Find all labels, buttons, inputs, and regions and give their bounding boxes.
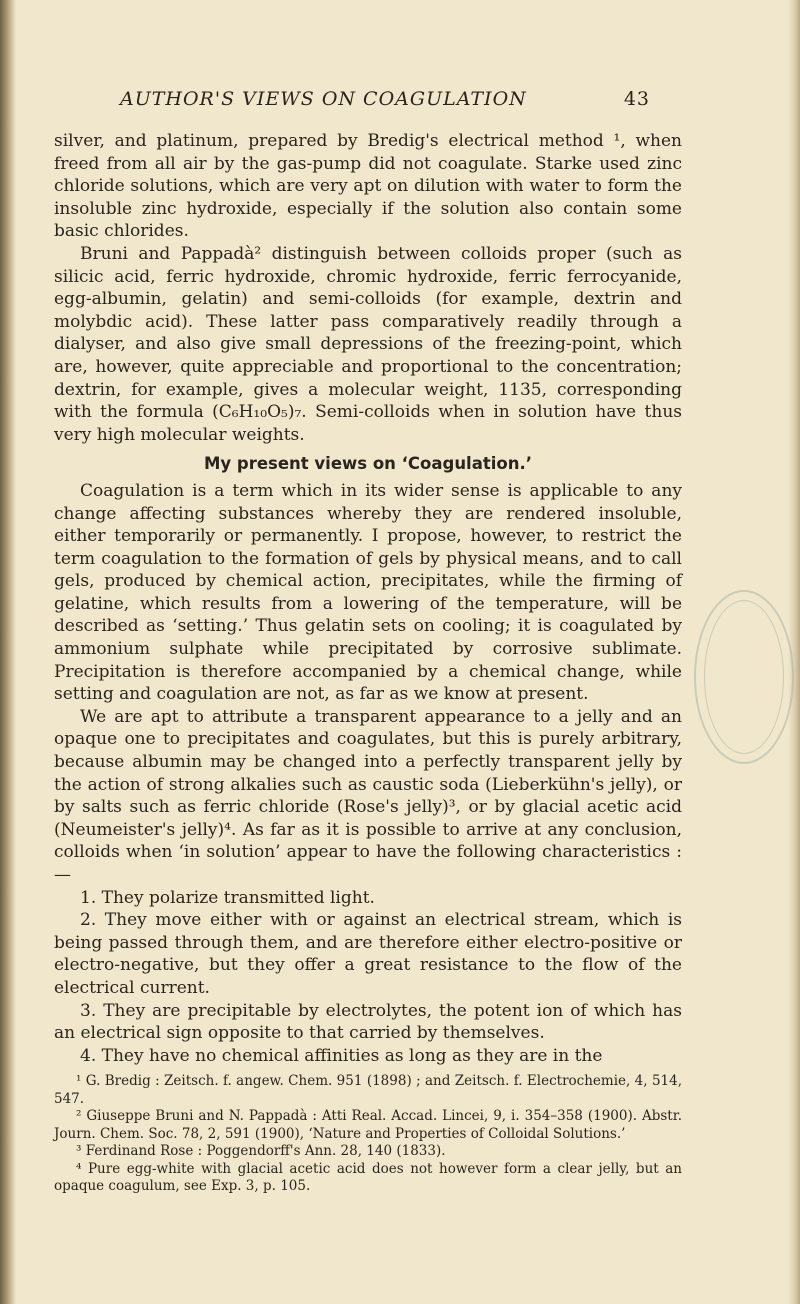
- list-item: 1. They polarize transmitted light.: [80, 887, 375, 908]
- library-stamp-inner-ring: [704, 600, 784, 754]
- paragraph: We are apt to attribute a transparent appearance to a jelly and an opaque one to precipitates and coagulates, but this is purely arbitrary, because albumin may be changed into a perfectly transparent jelly by the action of strong alkalies such as caustic soda (Lieberkühn's jelly), or by salts such as ferric chloride (Rose's jelly)³, or by glacial acetic acid (Neumeister's jelly)⁴. As far as it is possible to arrive at any conclusion, colloids when ‘in solution’ appear to have the following characteristics :—: [54, 706, 682, 885]
- section-heading: My present views on ‘Coagulation.’: [203, 454, 533, 474]
- footnotes: [54, 1073, 682, 1196]
- list-item: 4. They have no chemical affinities as long as they are in the: [80, 1045, 603, 1066]
- footnote: ³ Ferdinand Rose : Poggendorff's Ann. 28, 140 (1833).: [76, 1143, 446, 1160]
- paragraph: Bruni and Pappadà² distinguish between colloids proper (such as silicic acid, ferric hydroxide, chromic hydroxide, ferric ferrocyanide, egg-albumin, gelatin) and semi-colloids (for example, dextrin and molybdic acid). These latter pass comparatively readily through a dialyser, and also give small depressions of the freezing-point, which are, however, quite appreciable and proportional to the concentration; dextrin, for example, gives a molecular weight, 1135, corresponding with the formula (C₆H₁₀O₅)₇. Semi-colloids when in solution have thus very high molecular weights.: [54, 243, 682, 445]
- page-number: 43: [623, 88, 650, 110]
- running-header: [120, 88, 650, 114]
- footnote: ⁴ Pure egg-white with glacial acetic acid does not however form a clear jelly, but an opaque coagulum, see Exp. 3, p. 105.: [54, 1160, 682, 1195]
- footnote: ² Giuseppe Bruni and N. Pappadà : Atti Real. Accad. Lincei, 9, i. 354–358 (1900). Abstr. Journ. Chem. Soc. 78, 2, 591 (1900), ‘Nature and Properties of Colloidal Solutions.’: [54, 1108, 682, 1142]
- list-item: 3. They are precipitable by electrolytes, the potent ion of which has an electrical sign opposite to that carried by themselves.: [54, 1000, 682, 1044]
- paragraph: Coagulation is a term which in its wider sense is applicable to any change affecting substances whereby they are rendered insoluble, either temporarily or permanently. I propose, however, to restrict the term coagulation to the formation of gels by physical means, and to call gels, produced by chemical action, precipitates, while the firming of gelatine, which results from a lowering of the temperature, will be described as ‘setting.’ Thus gelatin sets on cooling; it is coagulated by ammonium sulphate while precipitated by corrosive sublimate. Precipitation is therefore accompanied by a chemical change, while setting and coagulation are not, as far as we know at present.: [54, 480, 682, 705]
- footnote: ¹ G. Bredig : Zeitsch. f. angew. Chem. 951 (1898) ; and Zeitsch. f. Electrochemie, 4, 514, 547.: [54, 1073, 682, 1107]
- list-item: 2. They move either with or against an electrical stream, which is being passed through them, and are therefore either electro-positive or electro-negative, but they offer a great resistance to the flow of the electrical current.: [54, 910, 682, 998]
- paragraph: silver, and platinum, prepared by Bredig's electrical method ¹, when freed from all air by the gas-pump did not coagulate. Starke used zinc chloride solutions, which are very apt on dilution with water to form the insoluble zinc hydroxide, especially if the solution also contain some basic chlorides.: [54, 131, 682, 242]
- page-body: [54, 130, 682, 1196]
- book-spine-shadow: [0, 0, 16, 1304]
- running-head-title: AUTHOR'S VIEWS ON COAGULATION: [120, 88, 527, 110]
- library-stamp: [694, 590, 794, 764]
